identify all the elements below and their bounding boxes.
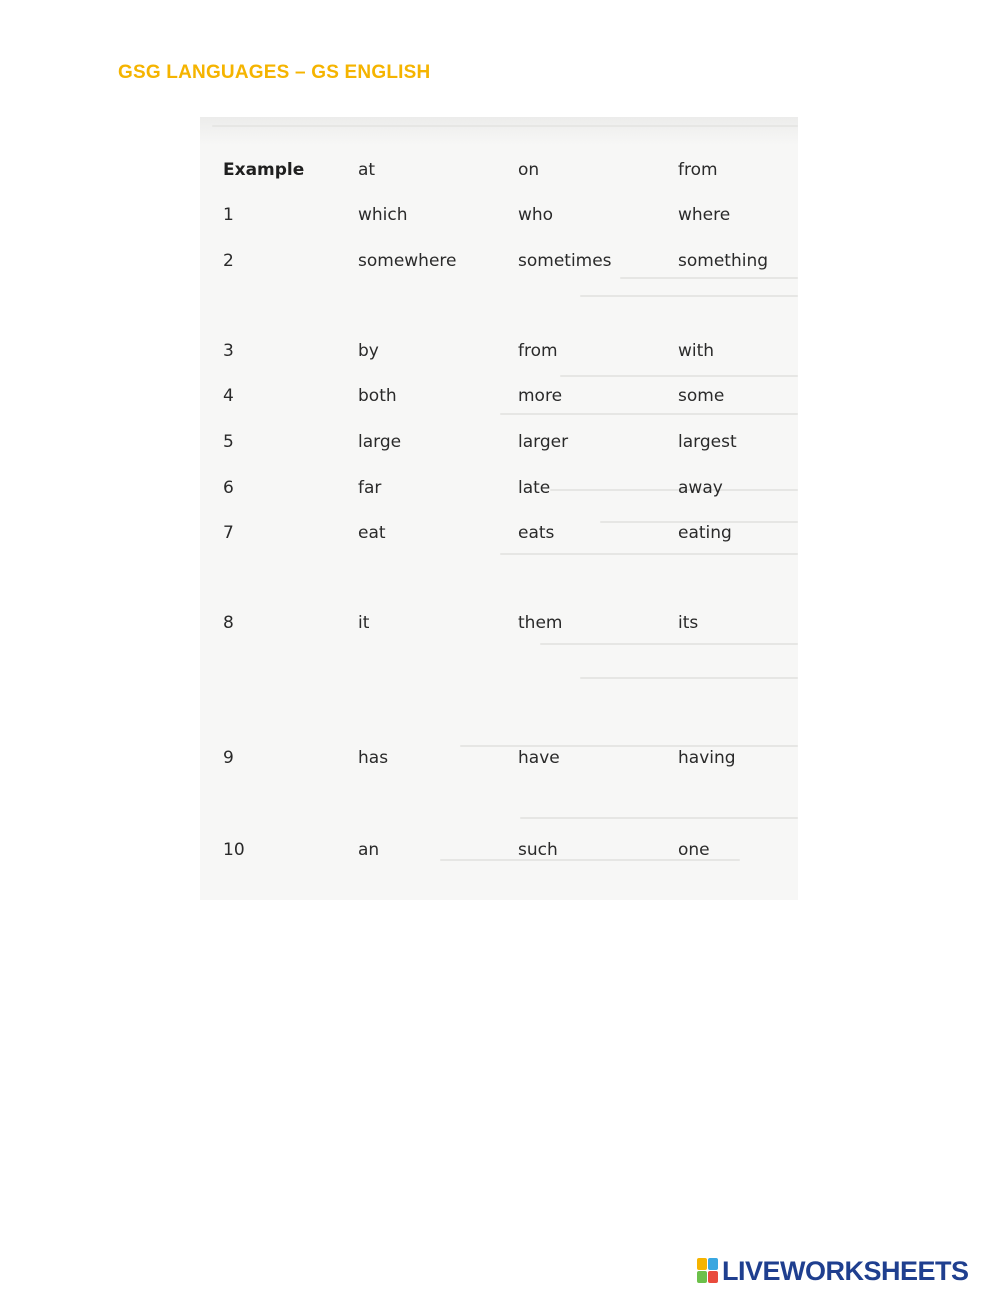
option-a: at: [358, 160, 376, 180]
option-a: it: [358, 613, 370, 633]
option-b: sometimes: [518, 251, 612, 271]
worksheet-row-3: [200, 341, 798, 371]
bleed-line: [500, 553, 798, 555]
option-a: eat: [358, 523, 386, 543]
row-number: 1: [223, 205, 234, 225]
bleed-line: [460, 745, 798, 747]
row-number: 7: [223, 523, 234, 543]
row-number: 9: [223, 748, 234, 768]
worksheet-row-4: [200, 386, 798, 416]
bleed-line: [580, 677, 798, 679]
option-c: away: [678, 478, 723, 498]
option-c: one: [678, 840, 710, 860]
bleed-line: [560, 375, 798, 377]
bleed-line: [540, 643, 798, 645]
option-a: has: [358, 748, 389, 768]
row-number: 3: [223, 341, 234, 361]
option-c: its: [678, 613, 699, 633]
option-c: some: [678, 386, 725, 406]
row-number: 8: [223, 613, 234, 633]
option-b: have: [518, 748, 560, 768]
worksheet-row-example: [200, 160, 798, 190]
worksheet-row-7: [200, 523, 798, 553]
option-b: who: [518, 205, 554, 225]
option-c: something: [678, 251, 769, 271]
row-number: 10: [223, 840, 245, 860]
worksheet-row-9: [200, 748, 798, 778]
option-c: where: [678, 205, 731, 225]
option-b: late: [518, 478, 551, 498]
option-b: from: [518, 341, 558, 361]
option-b: such: [518, 840, 558, 860]
option-c: having: [678, 748, 736, 768]
option-a: both: [358, 386, 397, 406]
option-b: larger: [518, 432, 569, 452]
option-a: an: [358, 840, 380, 860]
option-b: more: [518, 386, 563, 406]
option-c: largest: [678, 432, 737, 452]
option-b: them: [518, 613, 563, 633]
row-number: 4: [223, 386, 234, 406]
bleed-line: [520, 817, 798, 819]
page-header-title: GSG LANGUAGES – GS ENGLISH: [118, 62, 431, 83]
option-a: large: [358, 432, 402, 452]
option-b: on: [518, 160, 540, 180]
row-number: 2: [223, 251, 234, 271]
worksheet-row-10: [200, 840, 798, 870]
bleed-line: [212, 125, 798, 127]
liveworksheets-logo-text: LIVEWORKSHEETS: [722, 1255, 969, 1286]
liveworksheets-logo: [697, 1254, 969, 1288]
worksheet-row-6: [200, 478, 798, 508]
row-number: Example: [223, 160, 305, 180]
option-c: from: [678, 160, 718, 180]
option-a: far: [358, 478, 382, 498]
bleed-line: [580, 295, 798, 297]
option-b: eats: [518, 523, 555, 543]
option-c: with: [678, 341, 715, 361]
worksheet-row-2: [200, 251, 798, 281]
worksheet-row-8: [200, 613, 798, 643]
option-a: by: [358, 341, 379, 361]
option-a: somewhere: [358, 251, 457, 271]
row-number: 5: [223, 432, 234, 452]
scanned-worksheet: [200, 117, 798, 900]
option-a: which: [358, 205, 408, 225]
option-c: eating: [678, 523, 732, 543]
row-number: 6: [223, 478, 234, 498]
worksheet-row-5: [200, 432, 798, 462]
worksheet-row-1: [200, 205, 798, 235]
liveworksheets-logo-icon: [697, 1258, 719, 1284]
